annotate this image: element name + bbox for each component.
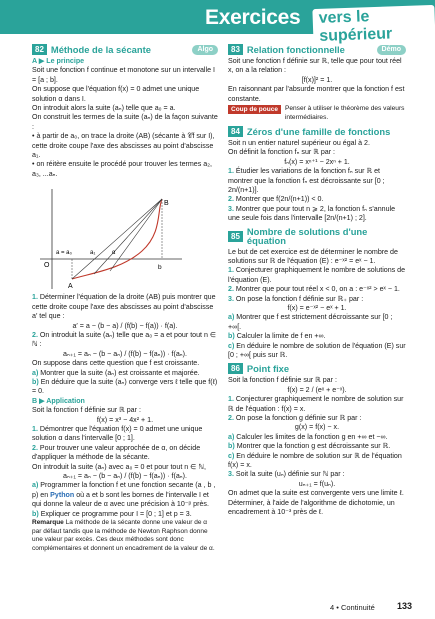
part-a-heading: A ▶ Le principe [32, 57, 85, 65]
formula: f(x) = x³ − 4x² + 1. [96, 415, 154, 424]
question-letter: b) [32, 509, 39, 518]
point-b-label: B [164, 200, 169, 208]
hint-text: Penser à utiliser le théorème des valeurs intermédiaires. [284, 105, 405, 121]
exercise-86-header [228, 363, 406, 374]
secant-line-1 [72, 199, 162, 279]
right-column [228, 44, 406, 517]
exercise-number: 85 [228, 231, 243, 242]
question-number: 2. [32, 443, 38, 452]
exercise-85-header [228, 227, 406, 246]
exercise-number: 82 [32, 44, 47, 55]
formula: fₙ(x) = xⁿ⁺¹ − 2xⁿ + 1. [284, 157, 350, 166]
question-letter: b) [228, 442, 235, 451]
paragraph: En raisonnant par l'absurde montrer que la fonction f est constante. [228, 85, 405, 103]
page-number: 133 [397, 601, 413, 611]
question-text: On pose la fonction f définie sur ℝ₊ par : [235, 294, 364, 303]
secant-line-2 [94, 199, 162, 274]
paragraph: On admet que la suite est convergente vers une limite ℓ. Déterminer, à l'aide de l'algorithme de dichotomie, un encadrement à 10⁻³ près de ℓ. [228, 489, 404, 517]
question-text: Calculer la limite de f en +∞. [236, 332, 326, 341]
hint-box [228, 105, 406, 122]
hint-badge: Coup de pouce [228, 105, 281, 114]
question-letter: c) [228, 341, 235, 350]
question-number: 2. [32, 330, 38, 339]
exercise-title: Relation fonctionnelle [246, 43, 345, 55]
formula: [f(x)]² = 1. [301, 75, 333, 84]
paragraph: On suppose dans cette question que f est croissante. [32, 359, 200, 368]
question-number: 3. [228, 204, 234, 213]
paragraph: • on réitère ensuite le procédé pour trouver les termes a₂, a₃, ...aₙ. [32, 160, 212, 178]
question-letter: b) [228, 332, 235, 341]
question-number: 1. [32, 293, 38, 302]
point-a-label: A [68, 283, 73, 291]
question-number: 2. [228, 195, 234, 204]
question-text: Pour trouver une valeur approchée de α, on décide d'appliquer la méthode de la sécante. [32, 443, 201, 462]
question-letter: a) [32, 481, 39, 490]
paragraph: On suppose que l'équation f(x) = 0 admet une unique solution α dans I. [32, 85, 200, 103]
question-text: Expliquer ce programme pour I = [0 ; 1] et p = 3. [40, 509, 192, 518]
question-letter: a) [32, 368, 39, 377]
question-text: On pose la fonction g définie sur ℝ par : [235, 414, 362, 422]
question-text: Calculer les limites de la fonction g en +∞ et −∞. [236, 432, 388, 441]
formula: aₙ₊₁ = aₙ − (b − aₙ) / (f(b) − f(aₙ)) · f(aₙ). [63, 349, 187, 358]
a0-label: a = a₀ [56, 250, 73, 257]
a1-label: a₁ [90, 250, 96, 257]
header-title: Exercices [205, 6, 301, 29]
question-number: 3. [228, 294, 234, 303]
question-number: 1. [228, 266, 234, 275]
question-number: 1. [228, 395, 234, 404]
formula: a′ = a − (b − a) / (f(b) − f(a)) · f(a). [72, 321, 178, 330]
b-label: b [158, 264, 162, 272]
question-text: En déduire le nombre de solution de l'équation (E) sur [0 ; +∞[ puis sur ℝ. [228, 341, 406, 359]
formula: g(x) = f(x) − x. [294, 423, 340, 432]
question-text: On introduit la suite (aₙ) telle que a₀ = a et pour tout n ∈ ℕ : [32, 330, 217, 349]
paragraph: • à partir de a₀, on trace la droite (AB) (sécante à 𝒞f sur I), cette droite coupe l'axe des abscisses au point d'abscisse a₁. [32, 132, 215, 160]
alpha-label: α [112, 250, 116, 257]
paragraph: On construit les termes de la suite (aₙ) de la façon suivante : [32, 113, 218, 131]
demo-tag: Démo [377, 45, 406, 55]
exercise-83-header [228, 44, 406, 55]
question-number: 1. [228, 167, 234, 176]
exercise-title: Nombre de solutions d'une équation [246, 225, 368, 247]
header-banner [0, 0, 435, 45]
exercise-number: 84 [228, 126, 243, 137]
question-text: Programmer la fonction f et une fonction secante (a , b , p) en [32, 481, 216, 499]
paragraph: On définit la fonction fₙ sur ℝ par : [228, 148, 336, 157]
question-number: 1. [32, 424, 38, 433]
question-text: En déduire que la suite (aₙ) converge vers ℓ telle que f(ℓ) = 0. [32, 377, 218, 396]
paragraph: On introduit alors la suite (aₙ) telle que a₀ = a. [32, 104, 176, 113]
exercise-82-header [32, 44, 218, 55]
question-text: Étudier les variations de la fonction fₙ sur ℝ et montrer que la fonction fₙ est décroissante sur [0 ; 2n/(n+1)]. [228, 167, 385, 195]
question-text: où a et b sont les bornes de l'intervalle I et qui donne la valeur de α avec une précision à 10⁻ᵖ près. [32, 490, 209, 509]
exercise-number: 83 [228, 44, 243, 55]
chapter-footer: 4 • Continuité [330, 603, 375, 612]
formula: aₙ₊₁ = aₙ − (b − aₙ) / (f(b) − f(aₙ)) · f(aₙ). [63, 472, 187, 480]
question-text: Montrer que la suite (aₙ) est croissante et majorée. [40, 368, 200, 377]
question-text: Conjecturer graphiquement le nombre de solutions de l'équation (E). [228, 266, 406, 284]
paragraph: Soit la fonction f définie sur ℝ par : [32, 406, 141, 415]
question-text: Montrer que pour tout réel x < 0, on a : e⁻ˣ² > eˣ − 1. [235, 285, 400, 294]
paragraph: Soit une fonction f continue et monotone sur un intervalle I = [a ; b]. [32, 66, 215, 84]
header-tag: vers le supérieur [312, 5, 435, 47]
paragraph: Le but de cet exercice est de déterminer le nombre de solutions sur ℝ de l'équation (E) : e⁻ˣ² = eˣ − 1. [228, 247, 398, 265]
part-b-heading: B ▶ Application [32, 396, 85, 405]
algo-tag: Algo [192, 45, 218, 55]
origin-label: O [44, 262, 50, 270]
question-text: Montrer que f est strictement décroissante sur [0 ; +∞[. [228, 313, 393, 331]
question-letter: a) [228, 432, 235, 441]
secant-diagram [32, 181, 218, 291]
paragraph: Soit la fonction f définie sur ℝ par : [228, 376, 337, 385]
question-text: Montrer que pour tout n ⩾ 2, la fonction fₙ s'annule une seule fois dans l'intervalle [2n/(n+1) ; 2]. [228, 204, 396, 223]
remark-label: Remarque [32, 519, 64, 527]
exercise-title: Méthode de la sécante [50, 43, 151, 55]
question-text: Montrer que f(2n/(n+1)) < 0. [235, 195, 324, 204]
exercise-number: 86 [228, 363, 243, 374]
paragraph: Soit n un entier naturel supérieur ou égal à 2. [228, 139, 370, 148]
question-text: Montrer que la fonction g est décroissante sur ℝ. [236, 442, 391, 451]
question-text: Conjecturer graphiquement le nombre de solution sur ℝ de l'équation : f(x) = x. [228, 395, 404, 413]
question-text: Déterminer l'équation de la droite (AB) puis montrer que cette droite coupe l'axe des abscisses au point d'abscisse a′ tel que : [32, 293, 216, 321]
question-letter: a) [228, 313, 235, 322]
remark [32, 519, 218, 553]
question-letter: c) [228, 451, 235, 460]
question-text: Démontrer que l'équation f(x) = 0 admet une unique solution α dans l'intervalle [0 ; 1]. [32, 424, 203, 443]
question-text: En déduire le nombre de solution sur ℝ de l'équation f(x) = x. [228, 451, 402, 470]
python-label: Python [50, 490, 75, 499]
question-letter: b) [32, 377, 39, 386]
question-text: Soit la suite (uₙ) définie sur ℕ par : [235, 470, 345, 479]
formula: f(x) = e⁻ˣ² − eˣ + 1. [287, 303, 347, 312]
question-number: 2. [228, 285, 234, 294]
question-number: 3. [228, 470, 234, 479]
paragraph: On introduit la suite (aₙ) avec a₀ = 0 et pour tout n ∈ ℕ, [32, 462, 206, 471]
secant-figure [32, 181, 218, 291]
remark-text: La méthode de la sécante donne une valeur de α par défaut tandis que la méthode de Newton Raphson donne une valeur par excès. Ces deux méthodes sont donc complémentaires et donnent un encadrement de la valeur de α. [32, 519, 215, 552]
exercise-title: Zéros d'une famille de fonctions [246, 125, 391, 137]
exercise-title: Point fixe [246, 363, 290, 375]
left-column [32, 44, 218, 553]
formula: f(x) = 2 / (eˣ + e⁻ˣ). [287, 385, 347, 394]
question-number: 2. [228, 414, 234, 422]
formula: uₙ₊₁ = f(uₙ). [298, 479, 336, 488]
paragraph: Soit une fonction f définie sur ℝ, telle que pour tout réel x, on a la relation : [228, 57, 402, 75]
exercise-84-header [228, 126, 406, 137]
